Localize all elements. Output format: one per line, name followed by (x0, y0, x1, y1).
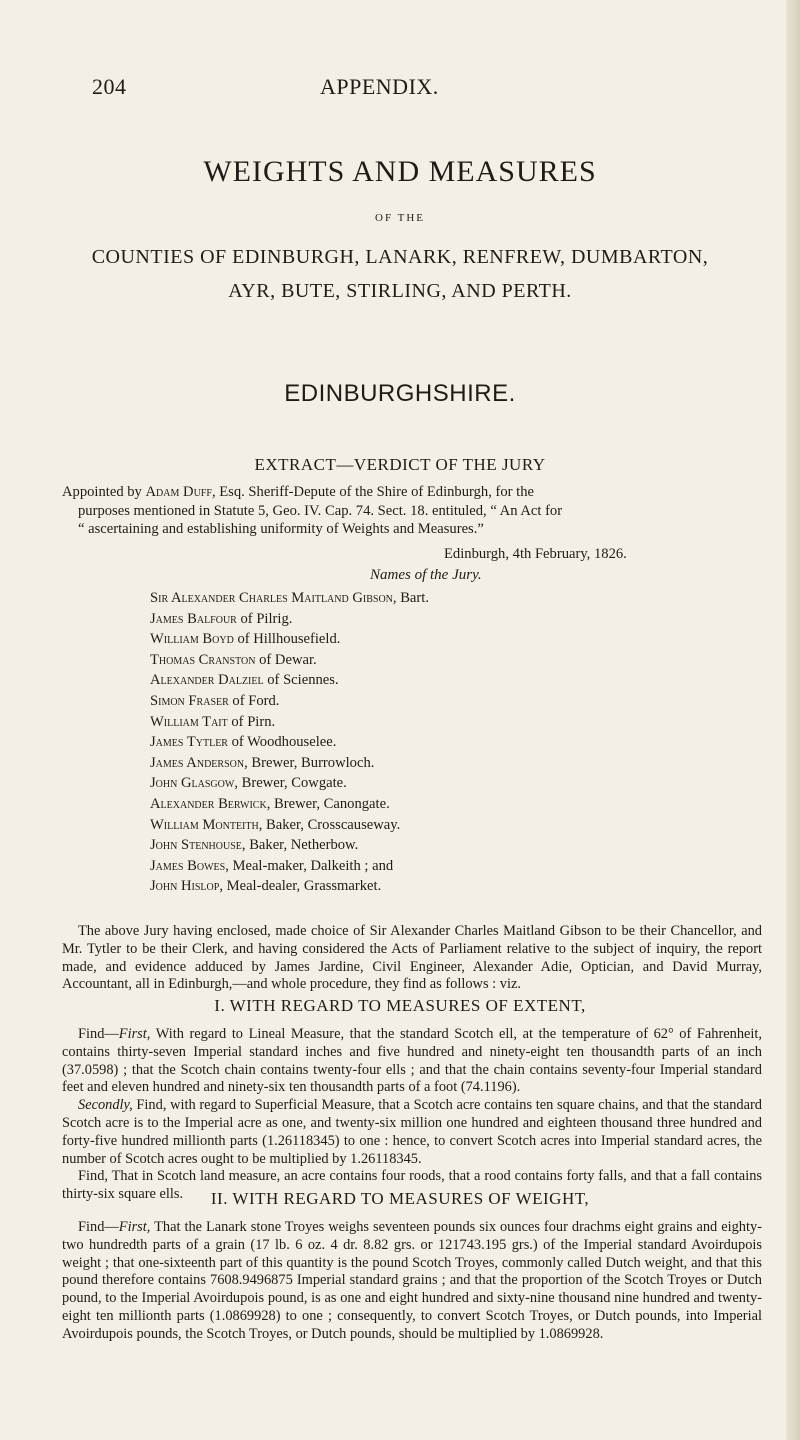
extract-heading: EXTRACT—VERDICT OF THE JURY (254, 455, 546, 474)
paragraph-text: The above Jury having enclosed, made choice of Sir Alexander Charles Maitland Gibson to be their Chancellor, and Mr. Tytler to be their Clerk, and having considered the Acts of Parliament relative to the subject of inquiry, the report made, and evidence adduced by James Jardine, Civil Engineer, Alexander Adie, Optician, and David Murray, Accountant, all in Edinburgh,—and whole procedure, they find as follows : viz. (62, 923, 762, 993)
juror-name: Alexander Berwick (150, 795, 267, 812)
jury-member (150, 835, 429, 856)
juror-name: James Bowes (150, 857, 226, 874)
secondly-word: Secondly, (78, 1097, 133, 1114)
juror-description: , Meal-dealer, Grassmarket. (219, 878, 382, 895)
jury-member (150, 876, 429, 897)
jury-list (150, 588, 429, 897)
juror-description: , Brewer, Burrowloch. (244, 754, 375, 771)
intro-text: Appointed by (62, 484, 146, 500)
paragraph-weight (62, 1219, 762, 1344)
page-header (92, 74, 439, 100)
juror-name: John Glasgow (150, 775, 235, 792)
juror-name: John Hislop (150, 878, 220, 895)
juror-description: , Brewer, Canongate. (266, 795, 390, 812)
intro-line-3: “ ascertaining and establishing uniformity of Weights and Measures.” (78, 521, 484, 537)
document-subtitle (0, 240, 800, 308)
land-measure-text: Find, That in Scotch land measure, an acre contains four roods, that a rood contains forty falls, and that a fall contains thirty-six square ells. (62, 1168, 762, 1203)
juror-description: , Brewer, Cowgate. (234, 775, 347, 792)
county-heading: EDINBURGHSHIRE. (284, 380, 516, 407)
intro-line-2: purposes mentioned in Statute 5, Geo. IV. Cap. 74. Sect. 18. entituled, “ An Act for (78, 502, 563, 519)
jury-member (150, 773, 429, 794)
paragraph-extent (62, 1026, 762, 1204)
juror-name: William Tait (150, 713, 228, 730)
jury-member (150, 670, 429, 691)
juror-name: John Stenhouse (150, 837, 242, 854)
running-title: APPENDIX. (320, 74, 439, 99)
section-heading-weight: II. WITH REGARD TO MEASURES OF WEIGHT, (210, 1189, 590, 1208)
section-heading-extent: I. WITH REGARD TO MEASURES OF EXTENT, (214, 996, 586, 1015)
juror-description: , Bart. (392, 590, 429, 606)
first-word: First, (118, 1026, 151, 1042)
sheriff-name: Adam Duff (145, 484, 212, 500)
find-word: Find— (78, 1219, 119, 1235)
jury-member (150, 712, 429, 733)
title-connector: OF THE (375, 212, 425, 224)
jury-member (150, 753, 429, 774)
juror-name: William Monteith (150, 816, 259, 833)
juror-description: of Sciennes. (263, 672, 339, 689)
juror-description: of Ford. (228, 692, 280, 709)
jury-member (150, 815, 429, 836)
subtitle-line-2: AYR, BUTE, STIRLING, AND PERTH. (228, 280, 572, 302)
juror-description: of Pirn. (227, 713, 276, 730)
jury-member (150, 691, 429, 712)
jury-member (150, 609, 429, 630)
jury-member (150, 629, 429, 650)
juror-description: of Dewar. (255, 651, 317, 668)
jury-member (150, 650, 429, 671)
dateline: Edinburgh, 4th February, 1826. (444, 546, 627, 562)
juror-description: of Woodhouselee. (227, 734, 337, 751)
juror-name: James Anderson (150, 754, 245, 771)
jury-member (150, 856, 429, 877)
juror-name: William Boyd (150, 631, 234, 648)
jury-member (150, 794, 429, 815)
paragraph-verdict-intro (62, 923, 762, 994)
first-word: First, (118, 1219, 151, 1235)
juror-name: Thomas Cranston (150, 651, 256, 668)
superficial-measure-text: Find, with regard to Superficial Measure, that a Scotch acre contains ten square chains, and that the standard Scotch acre is to the Imperial acre as one, and twenty-six million one hundred and eighteen thousand three hundred and forty-five hundred millionth parts (1.26118345) to one : hence, to convert Scotch acres into Imperial standard acres, the number of Scotch acres ought to be multiplied by 1.26118345. (62, 1097, 762, 1167)
document-title: WEIGHTS AND MEASURES (203, 155, 597, 188)
juror-description: of Pilrig. (236, 610, 293, 627)
jury-member (150, 588, 429, 609)
juror-description: , Meal-maker, Dalkeith ; and (225, 857, 394, 874)
page-number: 204 (92, 74, 127, 99)
juror-name: Simon Fraser (150, 692, 229, 709)
subtitle-line-1: COUNTIES OF EDINBURGH, LANARK, RENFREW, DUMBARTON, (91, 246, 709, 268)
find-word: Find— (78, 1026, 119, 1042)
weight-text: That the Lanark stone Troyes weighs seventeen pounds six ounces four drachms eight grains and eighty-two hundredth parts of a grain (17 lb. 6 oz. 4 dr. 8.82 grs. or 121743.195 grs.) of the Imperial standard Avoirdupois weight ; that one-sixteenth part of this quantity is the pound Scotch Troyes, commonly called Dutch weight, and that this pound therefore contains 7608.9496875 Imperial standard grains ; and that the proportion of the Scotch Troyes or Dutch pound, to the Imperial Avoirdupois pound, is as one and eight hundred and sixty-nine thousand nine hundred and twenty-eight ten millionth parts (1.0869928) to one ; consequently, to convert Scotch Troyes, or Dutch pounds, into Imperial Avoirdupois pounds, the Scotch Troyes, or Dutch pounds, should be multiplied by 1.0869928. (62, 1219, 762, 1342)
jury-member (150, 732, 429, 753)
juror-name: Sir Alexander Charles Maitland Gibson (150, 590, 393, 606)
juror-name: Alexander Dalziel (150, 672, 264, 689)
intro-line-1 (62, 484, 534, 500)
juror-description: , Baker, Crosscauseway. (258, 816, 401, 833)
juror-description: , Baker, Netherbow. (241, 837, 359, 854)
juror-description: of Hillhousefield. (233, 631, 341, 648)
juror-name: James Balfour (150, 610, 237, 627)
lineal-measure-text: With regard to Lineal Measure, that the standard Scotch ell, at the temperature of 62° of Fahrenheit, contains thirty-seven Imperial standard inches and five hundred and ninety-eight ten thousandth parts of an inch (37.0598) ; that the Scotch chain contains twenty-four ells ; and that the chain contains seventy-four Imperial standard feet and eleven hundred and ninety-six ten thousandth parts of a foot (74.1196). (62, 1026, 762, 1096)
jury-title: Names of the Jury. (370, 567, 482, 583)
intro-text: , Esq. Sheriff-Depute of the Shire of Edinburgh, for the (211, 484, 535, 500)
juror-name: James Tytler (150, 734, 228, 751)
intro-paragraph (62, 483, 762, 539)
